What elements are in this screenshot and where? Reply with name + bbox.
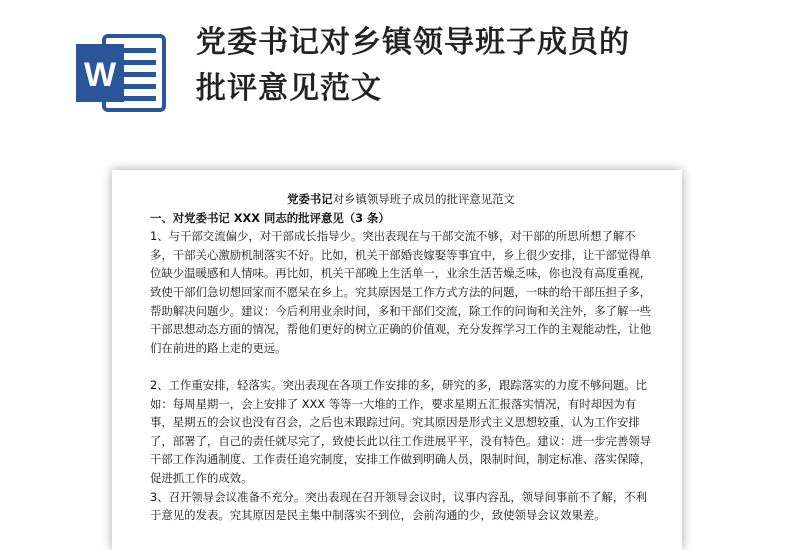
paragraph-1: 1、与干部交流偏少，对干部成长指导少。突出表现在与干部交流不够，对干部的所思所想了解不多，干部关心激励机制落实不好。比如，机关干部婚丧嫁娶等事宜中，乡上很少安排，让干部觉得单位缺少温暖感和人情味。再比如，机关干部晚上生活单一，业余生活苦燥乏味，你也没有高度重视，致使干部们急切想回家而不愿呆在乡上。究其原因是工作方式方法的问题，一味的给干部压担子多，帮助解决问题少。建议：今后利用业余时间，多和干部们交流，除工作的问询和关注外，多了解一些干部思想动态方面的情况，帮他们更好的树立正确的价值观，充分发挥学习工作的主观能动性，让他们在前进的路上走的更远。 — [150, 229, 652, 355]
document-title-rest: 对乡镇领导班子成员的批评意见范文 — [332, 192, 515, 206]
document-page — [112, 170, 682, 550]
document-title-bold: 党委书记 — [287, 192, 333, 206]
section-heading: 一、对党委书记 XXX 同志的批评意见（3 条） — [150, 210, 390, 225]
page-title-line-1: 党委书记对乡镇领导班子成员的 — [196, 25, 630, 60]
svg-text:W: W — [83, 56, 117, 94]
page-title-line-2: 批评意见范文 — [196, 71, 382, 106]
paragraph-2: 2、工作重安排，轻落实。突出表现在各项工作安排的多，研究的多，跟踪落实的力度不够问题。比如：每周星期一，会上安排了 XXX 等等一大堆的工作，要求星期五汇报落实情况，有时却因为有事，星期五的会议也没有召会，之后也未跟踪过问。究其原因是形式主义思想较重，认为工作安排了，部署了，自己的责任就尽完了，致使长此以往工作进展平平，没有特色。建议：进一步完善领导干部工作沟通制度、工作责任追究制度，安排工作做到明确人员，限制时间，制定标准、落实保障，促进抓工作的成效。 — [150, 377, 652, 485]
document-title — [150, 190, 652, 209]
word-icon — [74, 30, 168, 116]
page-title — [196, 20, 776, 112]
paragraph-gap — [150, 357, 652, 376]
paragraph-3: 3、召开领导会议准备不充分。突出表现在召开领导会议时，议事内容乱，领导间事前不了解，不利于意见的发表。究其原因是民主集中制落实不到位，会前沟通的少，致使领导会议效果差。 — [150, 489, 648, 523]
